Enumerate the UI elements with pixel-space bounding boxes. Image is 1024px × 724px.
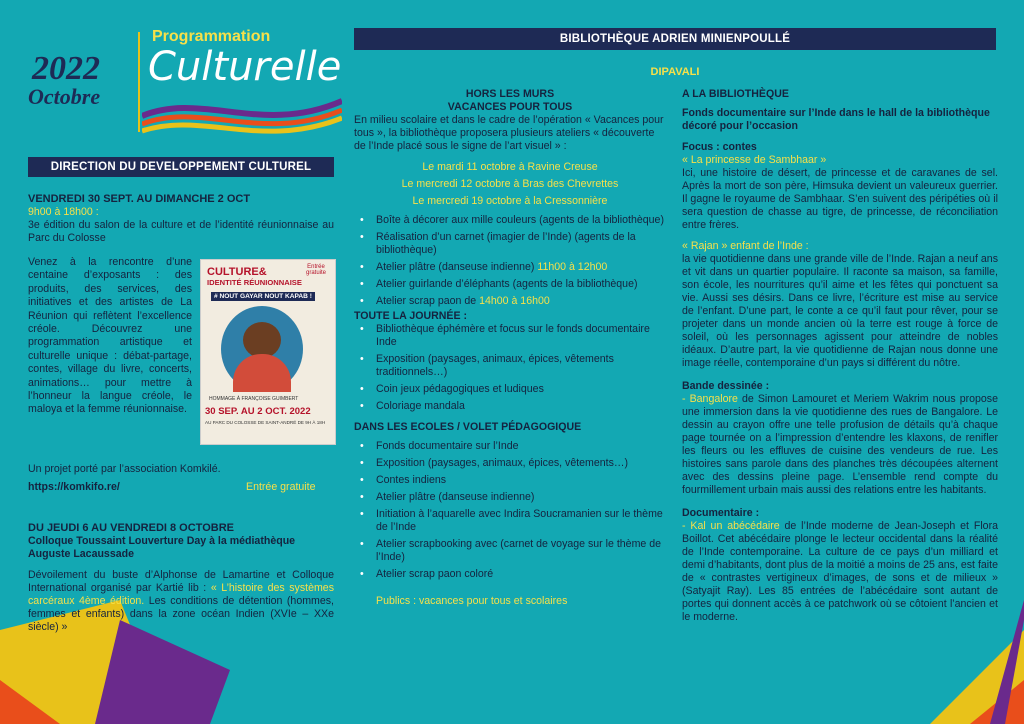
col1-intro: En milieu scolaire et dans le cadre de l’opération « Vacances pour tous », la bibliothèque proposera plusieurs ateliers « découverte de l’Inde placé sous le signe de l’art visuel » : bbox=[354, 114, 664, 152]
col2-book1-text: Ici, une histoire de désert, de princesse et de caravanes de sel. Après la mort de son père, Himsuka devient un valeureux guerrier. Il gagne le royaume de Sambhaar. S’en suivent des péripéties où il sera question de chasse au tigre, de princesse, de réconciliation entre frères. bbox=[682, 167, 998, 231]
event2-body bbox=[28, 569, 334, 634]
list-item: • Atelier guirlande d’éléphants (agents de la bibliothèque) bbox=[354, 278, 666, 291]
col2-book2-title: « Rajan » enfant de l’Inde : bbox=[682, 240, 809, 252]
logo-programmation: Programmation bbox=[152, 28, 271, 45]
logo-month: Octobre bbox=[28, 84, 101, 109]
list-item: • Bibliothèque éphémère et focus sur le fonds documentaire Inde bbox=[354, 323, 666, 349]
col1-date-3: Le mercredi 19 octobre à la Cressonnière bbox=[412, 195, 608, 207]
event2-date: DU JEUDI 6 AU VENDREDI 8 OCTOBRE bbox=[28, 522, 234, 534]
col1-heading2: VACANCES POUR TOUS bbox=[447, 101, 573, 113]
list-item: • Atelier scrap paon coloré bbox=[354, 568, 666, 581]
col2-book1-title: « La princesse de Sambhaar » bbox=[682, 154, 827, 166]
col2-doc-heading: Documentaire : bbox=[682, 507, 760, 519]
col1-public: Publics : vacances pour tous et scolaires bbox=[376, 595, 568, 607]
col2-bd-heading: Bande dessinée : bbox=[682, 380, 770, 392]
poster-dates: 30 SEP. AU 2 OCT. 2022 bbox=[205, 406, 311, 417]
col1-schools: DANS LES ECOLES / VOLET PÉDAGOGIQUE bbox=[354, 421, 582, 433]
list-item: • Atelier scrapbooking avec (carnet de voyage sur le thème de l’Inde) bbox=[354, 538, 666, 564]
col2-fonds: Fonds documentaire sur l’Inde dans le hall de la bibliothèque décoré pour l’occasion bbox=[682, 107, 990, 132]
logo-divider bbox=[138, 32, 140, 132]
list-item: • Coloriage mandala bbox=[354, 400, 666, 413]
event1-free: Entrée gratuite bbox=[246, 481, 316, 493]
list-item: • Contes indiens bbox=[354, 474, 666, 487]
event1-body: Venez à la rencontre d’une centaine d’exposants : des produits, des services, des initiatives et des artistes de La Réunion qui reflètent l’excellence créole. Découvrez une programmation artistique et culturelle unique : débat-partage, contes, village du livre, concerts, animations… pour mettre à l’honneur la langue créole, le maloya et la femme réunionnaise. bbox=[28, 256, 192, 416]
list-item: • Coin jeux pédagogiques et ludiques bbox=[354, 383, 666, 396]
poster-title1: CULTURE& bbox=[207, 266, 267, 278]
poster-entry: Entrée gratuite bbox=[305, 264, 326, 276]
col1-date-2: Le mercredi 12 octobre à Bras des Chevrettes bbox=[401, 178, 619, 190]
poster-slogan: # NOUT GAYAR NOUT KAPAB ! bbox=[211, 292, 315, 301]
col1-list-schools bbox=[354, 440, 666, 581]
list-item: • Fonds documentaire sur l’Inde bbox=[354, 440, 666, 453]
poster-title2: IDENTITÉ RÉUNIONNAISE bbox=[207, 278, 302, 287]
col1-date-1: Le mardi 11 octobre à Ravine Creuse bbox=[422, 161, 598, 173]
col-hors-les-murs bbox=[354, 88, 666, 608]
col1-allday: TOUTE LA JOURNÉE : bbox=[354, 310, 468, 322]
logo-year: 2022 bbox=[32, 50, 100, 87]
list-item: • Réalisation d’un carnet (imagier de l’Inde) (agents de la bibliothèque) bbox=[354, 231, 666, 257]
event1 bbox=[28, 193, 334, 245]
logo-culturelle: Culturelle bbox=[148, 44, 342, 90]
event1-desc: 3e édition du salon de la culture et de l’identité réunionnaise au Parc du Colosse bbox=[28, 219, 334, 244]
list-item: • Atelier scrap paon de 14h00 à 16h00 bbox=[354, 295, 666, 308]
event2-quote: « L’histoire des systèmes carcéraux 4ème édition. bbox=[28, 582, 334, 607]
poster-portrait bbox=[221, 306, 303, 392]
right-subtitle: DIPAVALI bbox=[650, 66, 700, 78]
list-item: • Exposition (paysages, animaux, épices, vêtements…) bbox=[354, 457, 666, 470]
col2-focus: Focus : contes bbox=[682, 141, 757, 153]
list-item: • Atelier plâtre (danseuse indienne) bbox=[354, 491, 666, 504]
col2-heading: A LA BIBLIOTHÈQUE bbox=[682, 88, 789, 100]
event2-body1: Dévoilement du buste d’Alphonse de Lamartine et Colloque International organisé par Kartié lib : bbox=[28, 569, 334, 594]
list-item: • Initiation à l’aquarelle avec Indira Soucramanien sur le thème de l’Inde bbox=[354, 508, 666, 534]
col1-list-ateliers bbox=[354, 214, 666, 308]
col1-heading1: HORS LES MURS bbox=[465, 88, 555, 100]
right-banner: BIBLIOTHÈQUE ADRIEN MINIENPOULLÉ bbox=[354, 28, 996, 50]
logo bbox=[22, 22, 342, 142]
col-bibliotheque bbox=[682, 88, 998, 624]
event2 bbox=[28, 522, 334, 634]
event1-url[interactable]: https://komkifo.re/ bbox=[28, 481, 120, 493]
poster-place: AU PARC DU COLOSSE DE SAINT-ANDRÉ DE 9H À 18H bbox=[205, 420, 326, 425]
event1-date: VENDREDI 30 SEPT. AU DIMANCHE 2 OCT bbox=[28, 193, 251, 205]
logo-swoosh bbox=[142, 86, 342, 136]
col2-book2-text: la vie quotidienne dans une grande ville de l’Inde. Rajan a neuf ans et vit dans un quartier populaire. Il raconte sa maison, sa famille, son école, les nourritures qu’il aime et les fêtes qui ponctuent sa vie. Aussi ses désirs. Dans ce livre, l’écriture est mise au service de l’enfant. D’une part, le conte a ce qu’il faut pour rêver, pour se projeter dans un monde ancien où la terre est rouge à force de soleil, où les personnages agissent pour atteindre de nobles idéaux. D’autre part, la vie quotidienne de Rajan nous donne une image réelle, contemporaine d’un pays si différent du nôtre. bbox=[682, 253, 998, 369]
left-banner: DIRECTION DU DEVELOPPEMENT CULTUREL bbox=[28, 157, 334, 177]
event1-project: Un projet porté par l’association Komkilé. bbox=[28, 463, 221, 475]
list-item: • Exposition (paysages, animaux, épices, vêtements traditionnels…) bbox=[354, 353, 666, 379]
event-poster bbox=[200, 259, 336, 445]
event2-title: Colloque Toussaint Louverture Day à la médiathèque Auguste Lacaussade bbox=[28, 535, 296, 560]
col1-list-allday bbox=[354, 323, 666, 413]
poster-tribute: HOMMAGE À FRANÇOISE GUIMBERT bbox=[209, 396, 299, 402]
col2-doc-text: - Kal un abécédaire de l’Inde moderne de Jean-Joseph et Flora Boillot. Cet abécédaire plonge le lecteur occidental dans la réalité de l’Inde contemporaine. La culture de ce pays d’un milliard et demi d’habitants, dont plus de la moitié a moins de 25 ans, est faite de « contrastes vertigineux d’images, de sons et de milieux » (Satyajit Ray). Les 85 entrées de l’abécédaire sont autant de portes qui donnent accès à ce patchwork où se côtoient l’ancien et le moderne. bbox=[682, 520, 998, 623]
event2-body2: Les conditions de détention (hommes, femmes et enfants) dans la zone océan Indien (XVIe – XXe siècle) » bbox=[28, 595, 335, 633]
list-item: • Atelier plâtre (danseuse indienne) 11h00 à 12h00 bbox=[354, 261, 666, 274]
col2-bd-text: - Bangalore de Simon Lamouret et Meriem Wakrim nous propose une immersion dans la vie quotidienne des rues de Bangalore. Le dessin au crayon offre une telle profusion de détails qu’à chaque page tournée on a l’impression d’entendre les klaxons, de renifler les fleurs ou les effluves de cuisine des vendeurs de rue. Les histoires sans parole dans des planches très découpées alternent avec des dessins pleine page. L’ensemble rend compte du fourmillement urbain mais aussi des relations entre les habitants. bbox=[682, 393, 998, 496]
list-item: • Boîte à décorer aux mille couleurs (agents de la bibliothèque) bbox=[354, 214, 666, 227]
event1-hours: 9h00 à 18h00 : bbox=[28, 206, 99, 218]
